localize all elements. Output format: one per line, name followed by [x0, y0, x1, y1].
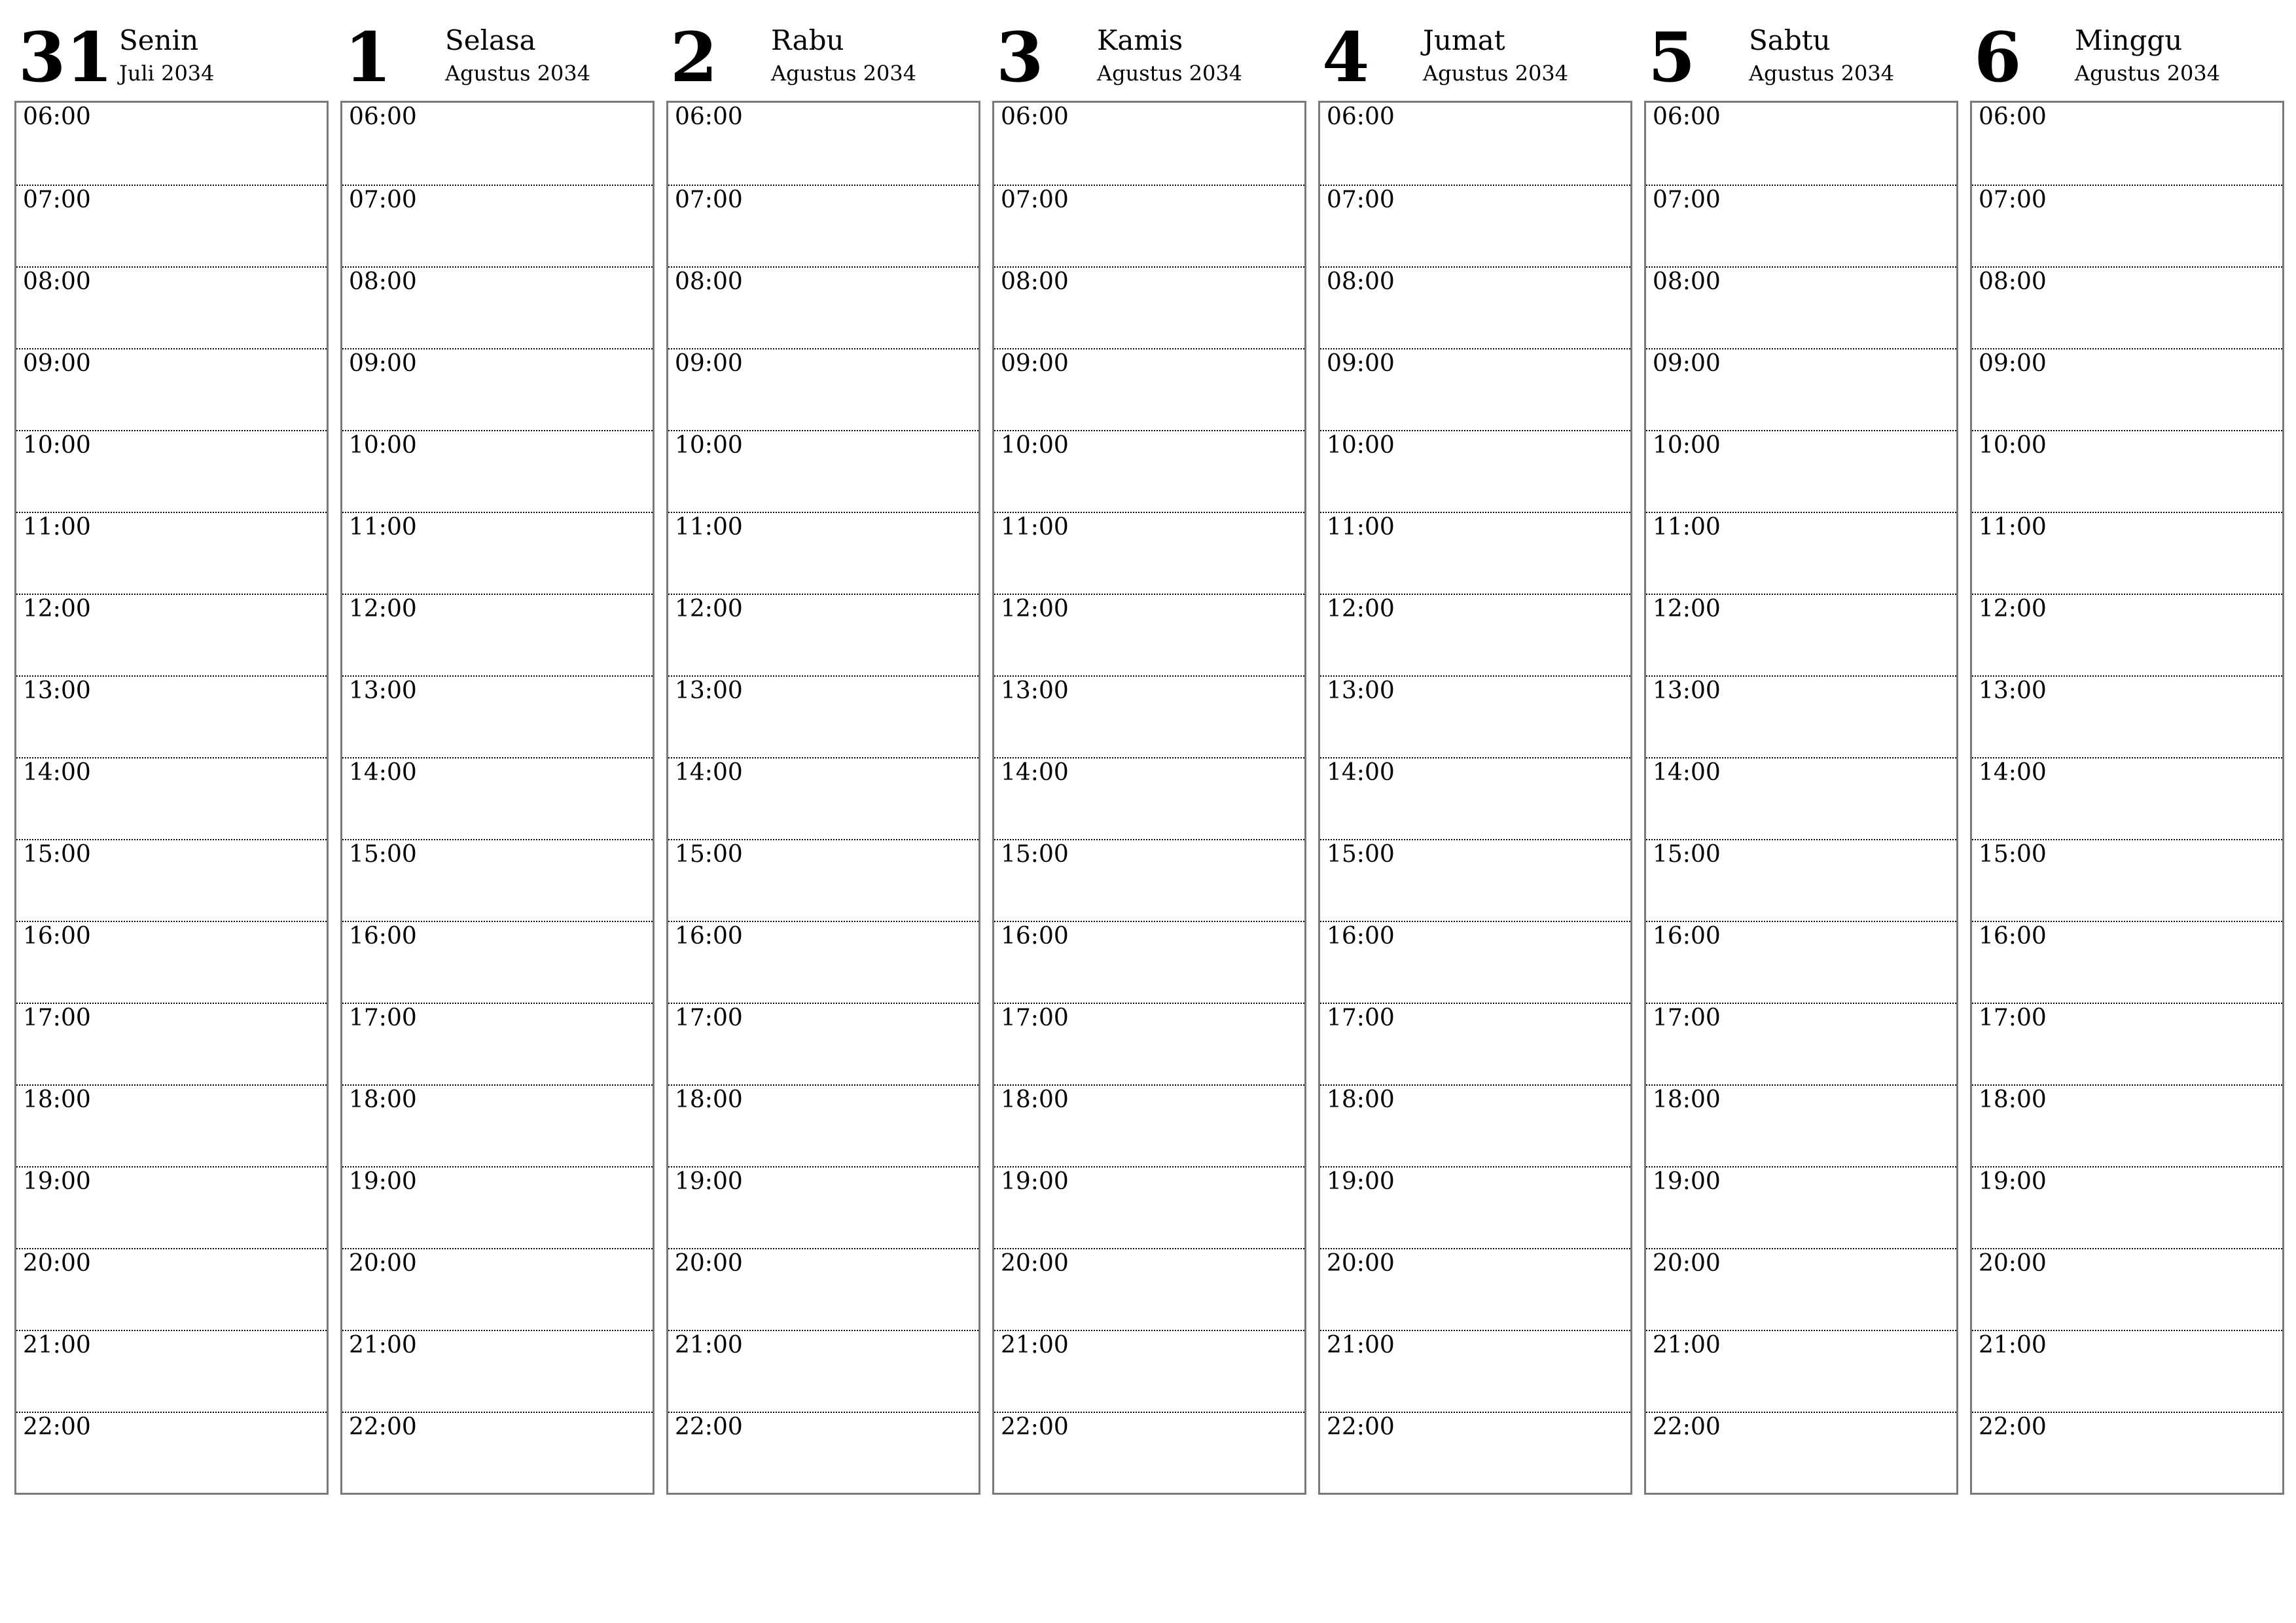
- hour-label: 19:00: [23, 1168, 91, 1195]
- hour-slot[interactable]: [668, 103, 978, 185]
- hour-label: 06:00: [349, 103, 417, 130]
- day-number: 5: [1648, 17, 1696, 98]
- hour-slot[interactable]: [994, 430, 1304, 512]
- hour-slot[interactable]: [1320, 185, 1630, 266]
- hour-slot[interactable]: [994, 1166, 1304, 1248]
- hour-slot[interactable]: [994, 1248, 1304, 1330]
- hour-label: 11:00: [1327, 514, 1395, 541]
- day-header: [1970, 16, 2283, 101]
- hour-slot[interactable]: [1646, 675, 1956, 757]
- hour-slot[interactable]: [16, 1084, 327, 1166]
- hour-slot[interactable]: [1320, 675, 1630, 757]
- hour-slot[interactable]: [342, 512, 653, 594]
- hour-slot[interactable]: [1320, 757, 1630, 839]
- hour-slot[interactable]: [1972, 1084, 2282, 1166]
- hour-label: 20:00: [1001, 1250, 1069, 1277]
- hour-label: 06:00: [1001, 103, 1069, 130]
- hour-label: 21:00: [675, 1332, 743, 1359]
- hour-label: 21:00: [1001, 1332, 1069, 1359]
- hour-slot[interactable]: [1320, 430, 1630, 512]
- hour-label: 18:00: [1327, 1086, 1395, 1113]
- hour-slot[interactable]: [16, 103, 327, 185]
- hour-slot[interactable]: [342, 921, 653, 1003]
- hour-label: 10:00: [349, 432, 417, 459]
- day-schedule-box: [1644, 101, 1958, 1495]
- hour-label: 17:00: [1001, 1005, 1069, 1031]
- hour-slot[interactable]: [1320, 594, 1630, 675]
- hour-slot[interactable]: [1972, 1330, 2282, 1412]
- hour-slot[interactable]: [1646, 430, 1956, 512]
- hour-label: 10:00: [23, 432, 91, 459]
- hour-slot[interactable]: [994, 1084, 1304, 1166]
- hour-label: 08:00: [349, 268, 417, 295]
- day-column: [1644, 16, 1957, 1497]
- hour-slot[interactable]: [342, 103, 653, 185]
- day-number: 2: [670, 17, 718, 98]
- day-name: Rabu: [771, 24, 844, 56]
- hour-slot[interactable]: [1646, 757, 1956, 839]
- hour-slot[interactable]: [16, 1248, 327, 1330]
- hour-slot[interactable]: [1320, 1003, 1630, 1084]
- hour-label: 14:00: [1001, 759, 1069, 786]
- hour-slot[interactable]: [1646, 839, 1956, 921]
- hour-slot[interactable]: [1320, 1330, 1630, 1412]
- day-month-year: Agustus 2034: [1097, 61, 1243, 86]
- hour-label: 19:00: [675, 1168, 743, 1195]
- hour-label: 11:00: [1001, 514, 1069, 541]
- hour-slot[interactable]: [1320, 1166, 1630, 1248]
- day-schedule-box: [992, 101, 1306, 1495]
- hour-slot[interactable]: [1646, 348, 1956, 430]
- hour-label: 14:00: [1327, 759, 1395, 786]
- hour-label: 09:00: [1979, 350, 2047, 377]
- day-number: 6: [1974, 17, 2022, 98]
- hour-label: 19:00: [349, 1168, 417, 1195]
- hour-label: 20:00: [349, 1250, 417, 1277]
- day-name: Minggu: [2075, 24, 2183, 56]
- hour-label: 22:00: [1653, 1414, 1721, 1440]
- hour-label: 21:00: [23, 1332, 91, 1359]
- hour-slot[interactable]: [994, 1003, 1304, 1084]
- day-name: Selasa: [445, 24, 536, 56]
- hour-label: 14:00: [1653, 759, 1721, 786]
- hour-label: 12:00: [1979, 596, 2047, 622]
- day-schedule-box: [14, 101, 329, 1495]
- hour-label: 15:00: [1653, 841, 1721, 868]
- hour-label: 08:00: [1653, 268, 1721, 295]
- hour-slot[interactable]: [1320, 1084, 1630, 1166]
- hour-slot[interactable]: [1646, 1248, 1956, 1330]
- hour-label: 16:00: [23, 923, 91, 950]
- hour-slot[interactable]: [342, 1248, 653, 1330]
- day-name: Senin: [119, 24, 199, 56]
- hour-label: 13:00: [1001, 677, 1069, 704]
- hour-label: 16:00: [1979, 923, 2047, 950]
- hour-slot[interactable]: [1646, 1330, 1956, 1412]
- hour-slot[interactable]: [1320, 921, 1630, 1003]
- hour-slot[interactable]: [16, 675, 327, 757]
- hour-label: 08:00: [1327, 268, 1395, 295]
- hour-label: 15:00: [23, 841, 91, 868]
- hour-slot[interactable]: [1646, 1003, 1956, 1084]
- hour-slot[interactable]: [994, 1412, 1304, 1493]
- hour-slot[interactable]: [16, 1412, 327, 1493]
- hour-label: 14:00: [675, 759, 743, 786]
- hour-slot[interactable]: [1320, 348, 1630, 430]
- hour-slot[interactable]: [1972, 921, 2282, 1003]
- hour-label: 14:00: [1979, 759, 2047, 786]
- hour-label: 15:00: [1001, 841, 1069, 868]
- hour-slot[interactable]: [1972, 512, 2282, 594]
- day-month-year: Agustus 2034: [1749, 61, 1895, 86]
- hour-slot[interactable]: [994, 266, 1304, 348]
- hour-slot[interactable]: [994, 1330, 1304, 1412]
- hour-slot[interactable]: [16, 921, 327, 1003]
- day-number: 3: [996, 17, 1044, 98]
- day-column: [1318, 16, 1631, 1497]
- hour-slot[interactable]: [342, 266, 653, 348]
- hour-label: 21:00: [349, 1332, 417, 1359]
- hour-slot[interactable]: [1646, 103, 1956, 185]
- hour-label: 09:00: [675, 350, 743, 377]
- hour-label: 21:00: [1653, 1332, 1721, 1359]
- hour-slot[interactable]: [668, 266, 978, 348]
- hour-slot[interactable]: [1972, 103, 2282, 185]
- hour-slot[interactable]: [1646, 185, 1956, 266]
- hour-label: 07:00: [1001, 187, 1069, 213]
- hour-label: 21:00: [1979, 1332, 2047, 1359]
- hour-slot[interactable]: [1320, 839, 1630, 921]
- hour-slot[interactable]: [16, 512, 327, 594]
- hour-label: 11:00: [23, 514, 91, 541]
- hour-slot[interactable]: [16, 1003, 327, 1084]
- hour-label: 11:00: [1979, 514, 2047, 541]
- hour-label: 16:00: [349, 923, 417, 950]
- hour-slot[interactable]: [668, 348, 978, 430]
- hour-slot[interactable]: [668, 512, 978, 594]
- day-month-year: Agustus 2034: [445, 61, 591, 86]
- hour-slot[interactable]: [994, 594, 1304, 675]
- hour-slot[interactable]: [668, 430, 978, 512]
- hour-slot[interactable]: [1646, 1412, 1956, 1493]
- hour-slot[interactable]: [342, 348, 653, 430]
- hour-label: 10:00: [1001, 432, 1069, 459]
- hour-label: 07:00: [1327, 187, 1395, 213]
- hour-label: 13:00: [1979, 677, 2047, 704]
- hour-label: 10:00: [1979, 432, 2047, 459]
- hour-label: 08:00: [23, 268, 91, 295]
- hour-label: 18:00: [1653, 1086, 1721, 1113]
- hour-slot[interactable]: [994, 185, 1304, 266]
- hour-slot[interactable]: [1972, 1248, 2282, 1330]
- hour-slot[interactable]: [342, 1003, 653, 1084]
- hour-slot[interactable]: [1320, 103, 1630, 185]
- day-header: [666, 16, 979, 101]
- hour-label: 06:00: [1979, 103, 2047, 130]
- day-column: [992, 16, 1305, 1497]
- hour-label: 09:00: [349, 350, 417, 377]
- hour-label: 14:00: [349, 759, 417, 786]
- hour-label: 18:00: [23, 1086, 91, 1113]
- hour-slot[interactable]: [1972, 594, 2282, 675]
- hour-label: 11:00: [349, 514, 417, 541]
- hour-label: 13:00: [1327, 677, 1395, 704]
- hour-slot[interactable]: [342, 594, 653, 675]
- hour-label: 14:00: [23, 759, 91, 786]
- hour-label: 15:00: [1979, 841, 2047, 868]
- hour-label: 22:00: [1327, 1414, 1395, 1440]
- hour-slot[interactable]: [1972, 757, 2282, 839]
- day-column: [1970, 16, 2283, 1497]
- hour-slot[interactable]: [16, 594, 327, 675]
- hour-label: 12:00: [1327, 596, 1395, 622]
- hour-label: 16:00: [675, 923, 743, 950]
- day-header: [1318, 16, 1631, 101]
- hour-slot[interactable]: [1646, 594, 1956, 675]
- hour-slot[interactable]: [16, 1166, 327, 1248]
- hour-slot[interactable]: [668, 839, 978, 921]
- hour-label: 07:00: [675, 187, 743, 213]
- hour-label: 12:00: [1653, 596, 1721, 622]
- day-number: 4: [1322, 17, 1370, 98]
- hour-label: 20:00: [1979, 1250, 2047, 1277]
- hour-slot[interactable]: [994, 512, 1304, 594]
- hour-label: 12:00: [23, 596, 91, 622]
- hour-label: 18:00: [675, 1086, 743, 1113]
- hour-label: 15:00: [1327, 841, 1395, 868]
- hour-slot[interactable]: [994, 675, 1304, 757]
- hour-slot[interactable]: [16, 1330, 327, 1412]
- hour-slot[interactable]: [16, 185, 327, 266]
- hour-slot[interactable]: [1646, 512, 1956, 594]
- hour-label: 20:00: [675, 1250, 743, 1277]
- day-schedule-box: [1970, 101, 2284, 1495]
- hour-label: 08:00: [675, 268, 743, 295]
- day-schedule-box: [666, 101, 980, 1495]
- hour-label: 09:00: [1001, 350, 1069, 377]
- hour-label: 19:00: [1001, 1168, 1069, 1195]
- hour-label: 07:00: [1979, 187, 2047, 213]
- hour-slot[interactable]: [1972, 266, 2282, 348]
- hour-label: 09:00: [23, 350, 91, 377]
- hour-label: 17:00: [675, 1005, 743, 1031]
- hour-label: 13:00: [23, 677, 91, 704]
- hour-slot[interactable]: [1646, 1166, 1956, 1248]
- hour-slot[interactable]: [342, 430, 653, 512]
- hour-label: 10:00: [1653, 432, 1721, 459]
- hour-label: 08:00: [1979, 268, 2047, 295]
- hour-label: 10:00: [675, 432, 743, 459]
- hour-slot[interactable]: [1646, 921, 1956, 1003]
- hour-slot[interactable]: [342, 185, 653, 266]
- hour-slot[interactable]: [1972, 675, 2282, 757]
- hour-slot[interactable]: [668, 921, 978, 1003]
- hour-slot[interactable]: [668, 675, 978, 757]
- hour-label: 06:00: [1653, 103, 1721, 130]
- hour-label: 12:00: [1001, 596, 1069, 622]
- hour-label: 17:00: [1653, 1005, 1721, 1031]
- hour-slot[interactable]: [1972, 185, 2282, 266]
- day-month-year: Agustus 2034: [1423, 61, 1569, 86]
- hour-label: 10:00: [1327, 432, 1395, 459]
- hour-label: 11:00: [1653, 514, 1721, 541]
- hour-slot[interactable]: [342, 839, 653, 921]
- hour-label: 16:00: [1327, 923, 1395, 950]
- hour-label: 09:00: [1653, 350, 1721, 377]
- hour-slot[interactable]: [994, 757, 1304, 839]
- hour-slot[interactable]: [994, 839, 1304, 921]
- hour-label: 13:00: [349, 677, 417, 704]
- hour-slot[interactable]: [668, 1330, 978, 1412]
- day-header: [992, 16, 1305, 101]
- hour-slot[interactable]: [668, 1166, 978, 1248]
- hour-slot[interactable]: [668, 185, 978, 266]
- hour-slot[interactable]: [1972, 839, 2282, 921]
- hour-label: 15:00: [349, 841, 417, 868]
- hour-label: 13:00: [675, 677, 743, 704]
- hour-label: 12:00: [675, 596, 743, 622]
- hour-label: 17:00: [1979, 1005, 2047, 1031]
- hour-label: 18:00: [1001, 1086, 1069, 1113]
- day-header: [14, 16, 327, 101]
- hour-label: 17:00: [349, 1005, 417, 1031]
- day-header: [340, 16, 653, 101]
- hour-label: 13:00: [1653, 677, 1721, 704]
- hour-slot[interactable]: [994, 921, 1304, 1003]
- hour-label: 22:00: [349, 1414, 417, 1440]
- hour-slot[interactable]: [1320, 266, 1630, 348]
- hour-slot[interactable]: [16, 348, 327, 430]
- day-number: 1: [344, 17, 392, 98]
- hour-label: 07:00: [349, 187, 417, 213]
- hour-slot[interactable]: [1646, 266, 1956, 348]
- hour-slot[interactable]: [342, 1412, 653, 1493]
- day-schedule-box: [1318, 101, 1632, 1495]
- hour-slot[interactable]: [1972, 430, 2282, 512]
- hour-slot[interactable]: [1972, 1003, 2282, 1084]
- hour-label: 18:00: [1979, 1086, 2047, 1113]
- hour-slot[interactable]: [342, 675, 653, 757]
- day-name: Kamis: [1097, 24, 1183, 56]
- day-schedule-box: [340, 101, 655, 1495]
- hour-label: 15:00: [675, 841, 743, 868]
- hour-label: 06:00: [1327, 103, 1395, 130]
- day-month-year: Juli 2034: [119, 61, 215, 86]
- hour-label: 19:00: [1327, 1168, 1395, 1195]
- hour-slot[interactable]: [342, 1084, 653, 1166]
- hour-slot[interactable]: [16, 430, 327, 512]
- hour-slot[interactable]: [16, 757, 327, 839]
- hour-slot[interactable]: [1646, 1084, 1956, 1166]
- hour-slot[interactable]: [668, 1003, 978, 1084]
- hour-label: 16:00: [1001, 923, 1069, 950]
- day-number: 31: [18, 17, 113, 98]
- hour-slot[interactable]: [16, 839, 327, 921]
- hour-slot[interactable]: [668, 1084, 978, 1166]
- day-month-year: Agustus 2034: [771, 61, 917, 86]
- hour-slot[interactable]: [342, 1330, 653, 1412]
- hour-label: 20:00: [1653, 1250, 1721, 1277]
- hour-label: 11:00: [675, 514, 743, 541]
- hour-label: 17:00: [23, 1005, 91, 1031]
- weekly-planner: [14, 16, 2283, 1497]
- hour-label: 20:00: [1327, 1250, 1395, 1277]
- hour-slot[interactable]: [342, 1166, 653, 1248]
- hour-label: 06:00: [23, 103, 91, 130]
- hour-slot[interactable]: [1972, 348, 2282, 430]
- hour-label: 22:00: [1979, 1414, 2047, 1440]
- day-name: Jumat: [1423, 24, 1505, 56]
- hour-label: 09:00: [1327, 350, 1395, 377]
- hour-label: 20:00: [23, 1250, 91, 1277]
- hour-label: 07:00: [1653, 187, 1721, 213]
- hour-label: 16:00: [1653, 923, 1721, 950]
- hour-slot[interactable]: [1972, 1412, 2282, 1493]
- hour-slot[interactable]: [994, 348, 1304, 430]
- day-header: [1644, 16, 1957, 101]
- day-column: [666, 16, 979, 1497]
- day-month-year: Agustus 2034: [2075, 61, 2221, 86]
- hour-slot[interactable]: [668, 1248, 978, 1330]
- hour-label: 19:00: [1653, 1168, 1721, 1195]
- hour-slot[interactable]: [1972, 1166, 2282, 1248]
- hour-label: 06:00: [675, 103, 743, 130]
- hour-label: 17:00: [1327, 1005, 1395, 1031]
- hour-slot[interactable]: [1320, 1412, 1630, 1493]
- hour-slot[interactable]: [342, 757, 653, 839]
- hour-slot[interactable]: [16, 266, 327, 348]
- hour-slot[interactable]: [668, 757, 978, 839]
- hour-label: 08:00: [1001, 268, 1069, 295]
- hour-label: 12:00: [349, 596, 417, 622]
- hour-label: 22:00: [23, 1414, 91, 1440]
- hour-slot[interactable]: [1320, 512, 1630, 594]
- hour-label: 19:00: [1979, 1168, 2047, 1195]
- hour-label: 18:00: [349, 1086, 417, 1113]
- day-column: [340, 16, 653, 1497]
- hour-slot[interactable]: [668, 594, 978, 675]
- hour-label: 07:00: [23, 187, 91, 213]
- hour-slot[interactable]: [668, 1412, 978, 1493]
- hour-label: 21:00: [1327, 1332, 1395, 1359]
- hour-slot[interactable]: [994, 103, 1304, 185]
- day-name: Sabtu: [1749, 24, 1831, 56]
- hour-label: 22:00: [675, 1414, 743, 1440]
- hour-label: 22:00: [1001, 1414, 1069, 1440]
- day-column: [14, 16, 327, 1497]
- hour-slot[interactable]: [1320, 1248, 1630, 1330]
